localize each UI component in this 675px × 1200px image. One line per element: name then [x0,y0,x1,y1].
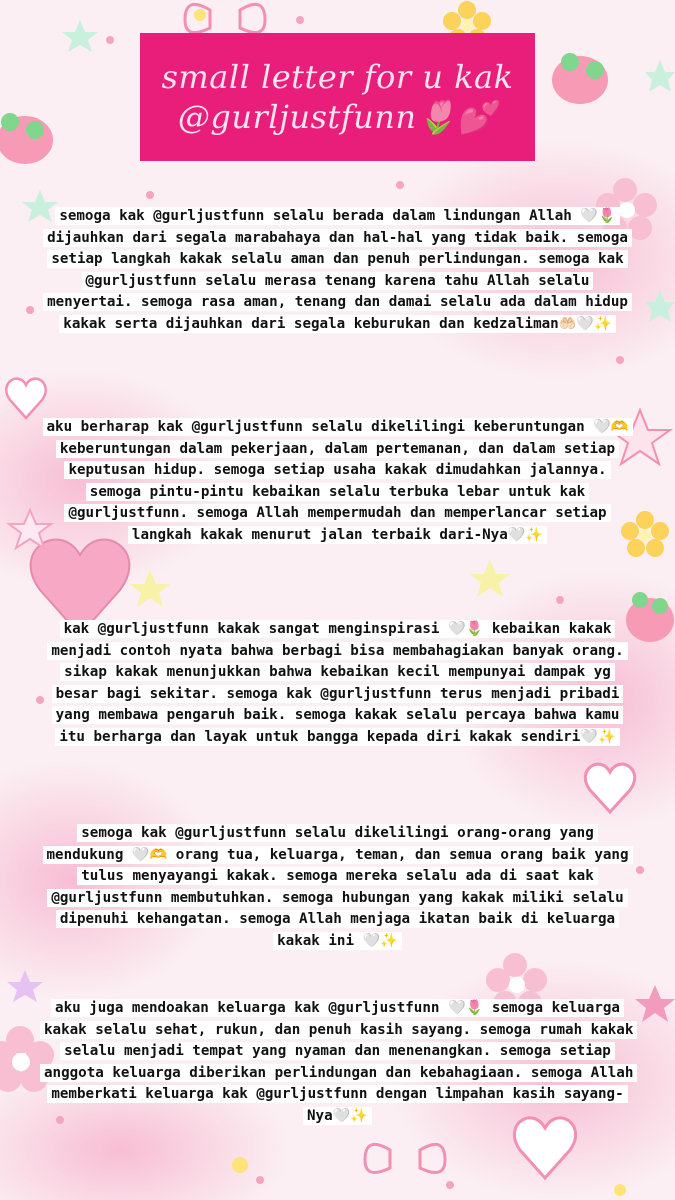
title-line-2: @gurljustfunn🌷💕 [177,98,498,136]
paragraph-text: kak @gurljustfunn kakak sangat menginspirasi 🤍🌷 kebaikan kakak menjadi contoh nyata bahwa berbagi bisa membahagiakan banyak orang. sikap kakak menunjukkan bahwa kebaikan kecil mempunyai dampak yg besar bagi sekitar. semoga kak @gurljustfunn terus menjadi pribadi yang membawa pengaruh baik. semoga kakak selalu percaya bahwa kamu itu berharga dan layak untuk bangga kepada diri kakak sendiri🤍✨ [47,620,627,746]
letter-paragraph-2 [40,417,635,547]
paragraph-text: aku berharap kak @gurljustfunn selalu dikelilingi keberuntungan 🤍🫶 keberuntungan dalam pekerjaan, dalam pertemanan, dan dalam setiap keputusan hidup. semoga setiap usaha kakak dimudahkan jalannya. semoga pintu-pintu kebaikan selalu terbuka lebar untuk kak @gurljustfunn. semoga Allah mempermudah dan memperlancar setiap langkah kakak menurut jalan terbaik dari-Nya🤍✨ [43,418,633,544]
paragraph-text: semoga kak @gurljustfunn selalu dikelilingi orang-orang yang mendukung 🤍🫶 orang tua, keluarga, teman, dan semua orang baik yang tulus menyayangi kakak. semoga mereka selalu ada di saat kak @gurljustfunn membutuhkan. semoga hubungan yang kakak miliki selalu dipenuhi kehangatan. semoga Allah menjaga ikatan baik di keluarga kakak ini 🤍✨ [43,824,633,950]
title-line-1: small letter for u kak [161,58,514,96]
paragraph-text: aku juga mendoakan keluarga kak @gurljustfunn 🤍🌷 semoga keluarga kakak selalu sehat, rukun, dan penuh kasih sayang. semoga rumah kakak selalu menjadi tempat yang nyaman dan menenangkan. semoga setiap anggota keluarga diberikan perlindungan dan kebahagiaan. semoga Allah memberkati keluarga kak @gurljustfunn dengan limpahan kasih sayang-Nya🤍✨ [40,999,637,1125]
letter-paragraph-3 [40,619,635,749]
letter-paragraph-1 [40,206,635,336]
title-banner [140,33,535,161]
paragraph-text: semoga kak @gurljustfunn selalu berada dalam lindungan Allah 🤍🌷 dijauhkan dari segala marabahaya dan hal-hal yang tidak baik. semoga setiap langkah kakak selalu aman dan penuh perlindungan. semoga kak @gurljustfunn selalu merasa tenang karena tahu Allah selalu menyertai. semoga rasa aman, tenang dan damai selalu ada dalam hidup kakak serta dijauhkan dari segala keburukan dan kedzaliman🤲🏻🤍✨ [43,207,632,333]
letter-paragraph-5 [40,998,635,1128]
letter-paragraph-4 [40,823,635,953]
